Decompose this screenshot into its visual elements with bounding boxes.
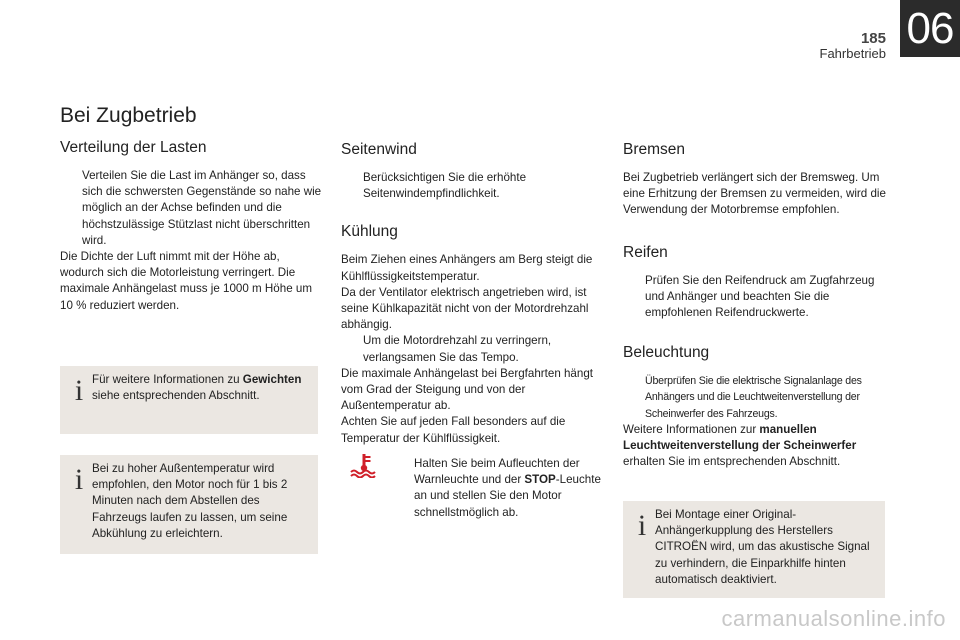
watermark: carmanualsonline.info [721, 606, 946, 631]
info-note-temperature-text: Bei zu hoher Außentemperatur wird empfohlen, den Motor noch für 1 bis 2 Minuten nach dem Abstellen des Fahrzeugs laufen zu lassen, um seine Abkühlung zu erleichtern. [92, 462, 288, 540]
info-note-weights-text: Für weitere Informationen zu Gewichten siehe entsprechenden Abschnitt. [92, 373, 302, 403]
paragraph-cooling-1: Beim Ziehen eines Anhängers am Berg steigt die Kühlflüssigkeitstemperatur. [341, 253, 593, 283]
column-wind-cooling [341, 140, 601, 447]
stop-label: STOP [524, 473, 556, 487]
bullet-tyres [623, 273, 887, 322]
info-note-towbar [623, 501, 885, 598]
page-title: Bei Zugbetrieb [60, 104, 197, 127]
info-note-temperature [60, 455, 318, 554]
heading-cooling: Kühlung [341, 223, 398, 241]
chapter-name: Fahrbetrieb [819, 46, 886, 61]
bullet-lighting [623, 373, 887, 422]
info-icon: i [74, 374, 84, 407]
bullet-crosswind-text: Berücksichtigen Sie die erhöhte Seitenwindempfindlichkeit. [363, 171, 527, 201]
paragraph-brakes: Bei Zugbetrieb verlängert sich der Bremsweg. Um eine Erhitzung der Bremsen zu vermeiden, wird die Verwendung der Motorbremse empfohlen. [623, 171, 886, 217]
bullet-warning-stop [392, 456, 602, 521]
bullet-load-text: Verteilen Sie die Last im Anhänger so, dass sich die schwersten Gegenstände so nahe wie möglich an der Achse befinden und die höchstzulässige Stützlast nicht überschritten wird. [82, 169, 322, 247]
heading-crosswind: Seitenwind [341, 141, 417, 158]
paragraph-altitude: Die Dichte der Luft nimmt mit der Höhe ab, wodurch sich die Motorleistung verringert. Die maximale Anhängelast muss je 1000 m Höhe um 10 % reduziert werden. [60, 250, 312, 312]
heading-tyres: Reifen [623, 243, 668, 261]
bullet-warning-stop-text: Halten Sie beim Aufleuchten der Warnleuchte und der STOP-Leuchte an und stellen Sie den Motor schnellstmöglich ab. [414, 457, 601, 519]
bullet-lighting-text: Überprüfen Sie die elektrische Signalanlage des Anhängers und die Leuchtweitenverstellung der Scheinwerfer des Fahrzeugs. [645, 375, 862, 420]
column-brakes-tyres-lights [623, 140, 887, 470]
paragraph-cooling-2: Da der Ventilator elektrisch angetrieben wird, ist seine Kühlkapazität nicht von der Motordrehzahl abhängig. [341, 285, 589, 332]
bullet-crosswind [341, 170, 601, 202]
info-note-weights [60, 366, 318, 434]
warning-stop-block [392, 456, 602, 521]
paragraph-cooling-4: Achten Sie auf jeden Fall besonders auf die Temperatur der Kühlflüssigkeit. [341, 415, 566, 445]
bullet-tyres-text: Prüfen Sie den Reifendruck am Zugfahrzeug und Anhänger und beachten Sie die empfohlenen Reifendruckwerte. [645, 273, 875, 320]
paragraph-cooling-3: Die maximale Anhängelast bei Bergfahrten hängt vom Grad der Steigung und von der Außentemperatur ab. [341, 366, 593, 413]
heading-lighting: Beleuchtung [623, 344, 710, 362]
page-number: 185 [860, 30, 886, 47]
heading-load-distribution: Verteilung der Lasten [60, 139, 207, 156]
info-note-towbar-text: Bei Montage einer Original-Anhängerkupplung des Herstellers CITROËN wird, um das akustische Signal zu verhindern, die Einparkhilfe hinten automatisch deaktiviert. [655, 508, 870, 586]
link-weights: Gewichten [242, 373, 302, 386]
heading-brakes: Bremsen [623, 141, 686, 158]
coolant-temperature-warning-icon [349, 452, 379, 478]
bullet-slow-down [341, 333, 601, 365]
bullet-load [60, 168, 322, 249]
paragraph-lighting: Weitere Informationen zur manuellen Leuchtweitenverstellung der Scheinwerfer erhalten Sie im entsprechenden Abschnitt. [623, 422, 857, 469]
chapter-number-badge: 06 [900, 0, 960, 57]
info-icon: i [74, 463, 84, 496]
link-headlamp-adjustment: manuellen Leuchtweitenverstellung der Scheinwerfer [623, 422, 857, 453]
bullet-slow-down-text: Um die Motordrehzahl zu verringern, verlangsamen Sie das Tempo. [363, 334, 552, 364]
column-load-distribution [60, 138, 322, 314]
info-icon: i [637, 509, 647, 542]
